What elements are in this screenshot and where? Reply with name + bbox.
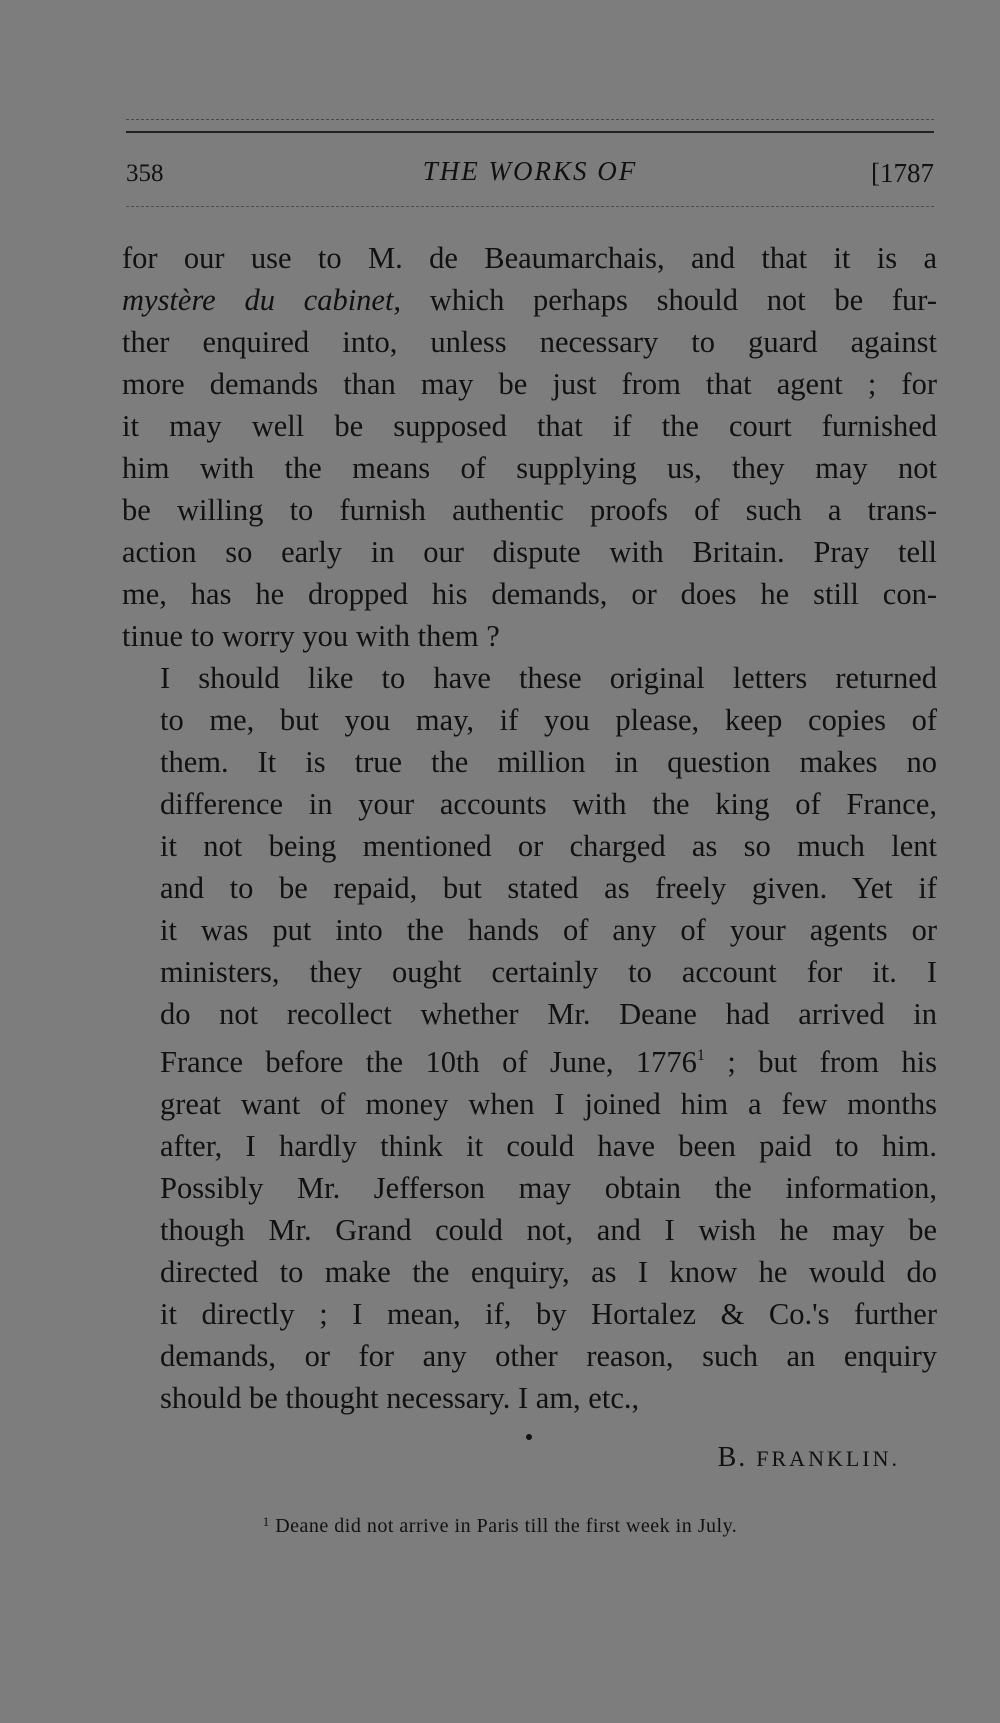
signature [718, 1442, 900, 1474]
text-line: action so early in our dispute with Britain. Pray tell [122, 535, 937, 569]
text-line: it was put into the hands of any of your agents or [160, 913, 937, 947]
text-line: it may well be supposed that if the court furnished [122, 409, 937, 443]
text-line: him with the means of supplying us, they may not [122, 451, 937, 485]
signature-name: FRANKLIN. [756, 1446, 900, 1471]
text-line: be willing to furnish authentic proofs of such a trans- [122, 493, 937, 527]
text-fragment: ; but from his [727, 1045, 937, 1079]
footnote-text: Deane did not arrive in Paris till the first week in July. [275, 1515, 738, 1537]
text-line: directed to make the enquiry, as I know he would do [160, 1255, 937, 1289]
header-rule [126, 131, 934, 133]
text-line: I should like to have these original letters returned [160, 661, 937, 695]
text-line: it not being mentioned or charged as so much lent [160, 829, 937, 863]
running-head [126, 156, 934, 196]
footnote-marker: 1 [696, 1047, 705, 1064]
text-line [122, 1035, 937, 1083]
text-line: ministers, they ought certainly to account for it. I [160, 955, 937, 989]
body-text [122, 237, 937, 1419]
text-line [122, 279, 937, 321]
text-line: tinue to worry you with them ? [122, 619, 500, 653]
text-line: it directly ; I mean, if, by Hortalez & Co.'s further [160, 1297, 937, 1331]
running-head-year: [1787 [871, 158, 934, 188]
text-fragment: which perhaps should not be fur- [429, 283, 938, 317]
text-line: for our use to M. de Beaumarchais, and that it is a [122, 241, 937, 275]
signature-initial: B. [717, 1442, 748, 1473]
text-line: to me, but you may, if you please, keep copies of [160, 703, 937, 737]
text-line: after, I hardly think it could have been paid to him. [160, 1129, 937, 1163]
text-line: Possibly Mr. Jefferson may obtain the information, [160, 1171, 937, 1205]
running-head-title: THE WORKS OF [422, 156, 638, 186]
text-line: do not recollect whether Mr. Deane had arrived in [160, 997, 937, 1031]
text-line: demands, or for any other reason, such an enquiry [160, 1339, 937, 1373]
text-fragment: France before the 10th of June, 1776 [160, 1045, 697, 1079]
page-number: 358 [126, 160, 164, 187]
text-line: should be thought necessary. I am, etc., [160, 1381, 640, 1415]
header-faint-rule [126, 119, 934, 120]
italic-phrase: mystère du cabinet, [122, 283, 402, 317]
paragraph-1 [122, 237, 937, 657]
text-line: and to be repaid, but stated as freely given. Yet if [160, 871, 937, 905]
footnote-number: 1 [262, 1514, 270, 1529]
printer-dot [526, 1434, 532, 1440]
text-line: more demands than may be just from that agent ; for [122, 367, 937, 401]
text-line: great want of money when I joined him a few months [160, 1087, 937, 1121]
footnote [0, 1514, 1000, 1538]
paragraph-2 [122, 657, 937, 1419]
text-line: difference in your accounts with the king of France, [160, 787, 937, 821]
header-bottom-rule [126, 206, 934, 207]
text-line: ther enquired into, unless necessary to guard against [122, 325, 937, 359]
text-line: them. It is true the million in question makes no [160, 745, 937, 779]
text-line: me, has he dropped his demands, or does he still con- [122, 577, 937, 611]
text-line: though Mr. Grand could not, and I wish he may be [160, 1213, 937, 1247]
